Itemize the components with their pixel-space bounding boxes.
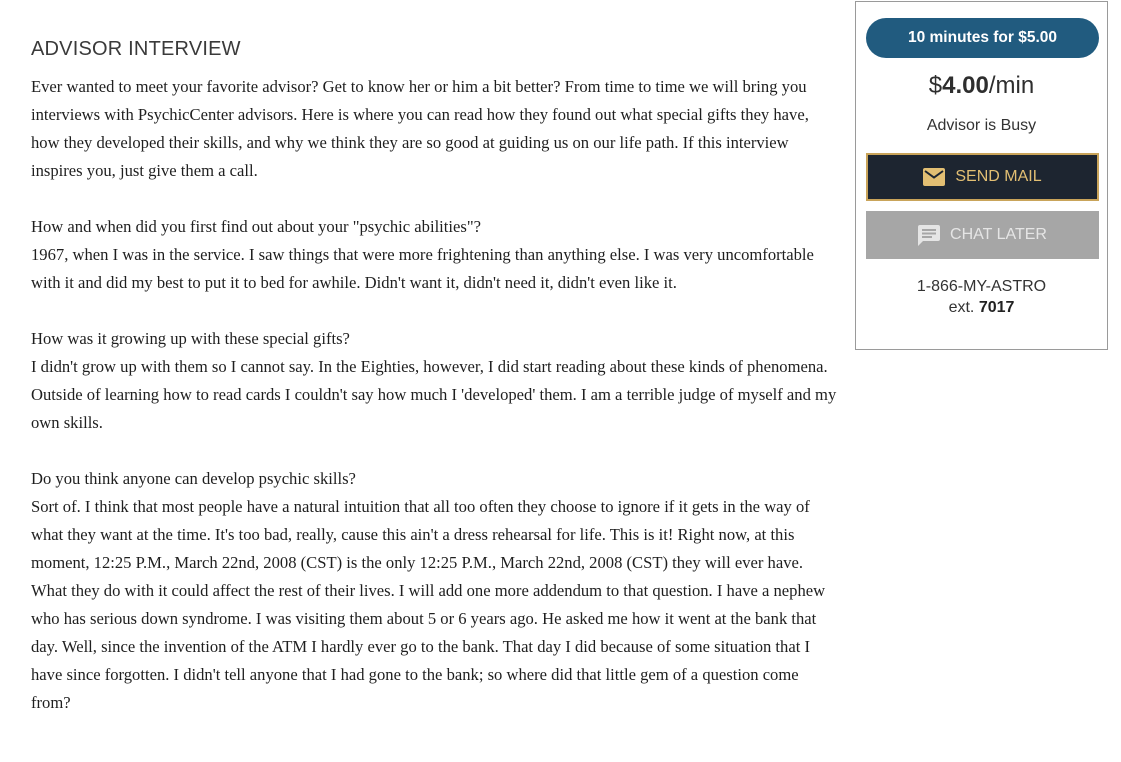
- advisor-status: Advisor is Busy: [926, 117, 1037, 134]
- price-per-minute: [856, 68, 1107, 104]
- price-amount: 4.00: [942, 72, 989, 99]
- interview-article: [31, 36, 841, 745]
- page-title: ADVISOR INTERVIEW: [31, 38, 241, 60]
- ext-label: ext.: [948, 299, 979, 316]
- send-mail-button[interactable]: [866, 153, 1099, 201]
- answer: Sort of. I think that most people have a natural intuition that all too often they choose to ignore if it gets in the way of what they want at the time. It's too bad, really, cause this ain't a dress rehearsal for life. This is it! Right now, at this moment, 12:25 P.M., March 22nd, 2008 (CST) is the only 12:25 P.M., March 22nd, 2008 (CST) they will ever have. What they do with it could affect the rest of their lives. I will add one more addendum to that question. I have a nephew who has serious down syndrome. I was visiting them about 5 or 6 years ago. He asked me how it went at the bank that day. Well, since the invention of the ATM I hardly ever go to the bank. That day I did because of some situation that I have since forgotten. I didn't tell anyone that I had gone to the bank; so where did that little gem of a question come from?: [31, 497, 826, 712]
- chat-later-button[interactable]: [866, 211, 1099, 259]
- phone-extension: [856, 297, 1107, 318]
- send-mail-label: SEND MAIL: [955, 168, 1042, 185]
- qa-block: [31, 465, 841, 717]
- ext-number: 7017: [978, 299, 1015, 316]
- question: How was it growing up with these special gifts?: [31, 329, 350, 348]
- qa-block: [31, 325, 841, 437]
- promo-offer-button[interactable]: 10 minutes for $5.00: [866, 18, 1099, 58]
- chat-icon: [918, 225, 940, 246]
- mail-icon: [923, 168, 945, 186]
- intro-paragraph: Ever wanted to meet your favorite advisor? Get to know her or him a bit better? From time to time we will bring you interviews with PsychicCenter advisors. Here is where you can read how they found out what special gifts they have, how they developed their skills, and why we think they are so good at guiding us on our life path. If this interview inspires you, just give them a call.: [31, 77, 809, 180]
- question: Do you think anyone can develop psychic skills?: [31, 469, 356, 488]
- phone-number: 1-866-MY-ASTRO: [916, 278, 1047, 295]
- answer: I didn't grow up with them so I cannot say. In the Eighties, however, I did start reading about these kinds of phenomena. Outside of learning how to read cards I couldn't say how much I 'developed' them. I am a terrible judge of myself and my own skills.: [31, 357, 837, 432]
- phone-contact: [856, 276, 1107, 318]
- chat-later-label: CHAT LATER: [950, 226, 1047, 243]
- question: How and when did you first find out about your "psychic abilities"?: [31, 217, 481, 236]
- price-currency: $: [928, 72, 943, 99]
- price-unit: /min: [988, 72, 1035, 99]
- qa-block: [31, 213, 841, 297]
- answer: 1967, when I was in the service. I saw things that were more frightening than anything else. I was very uncomfortable with it and did my best to put it to bed for awhile. Didn't want it, didn't need it, didn't even like it.: [31, 245, 814, 292]
- advisor-contact-card: [855, 1, 1108, 350]
